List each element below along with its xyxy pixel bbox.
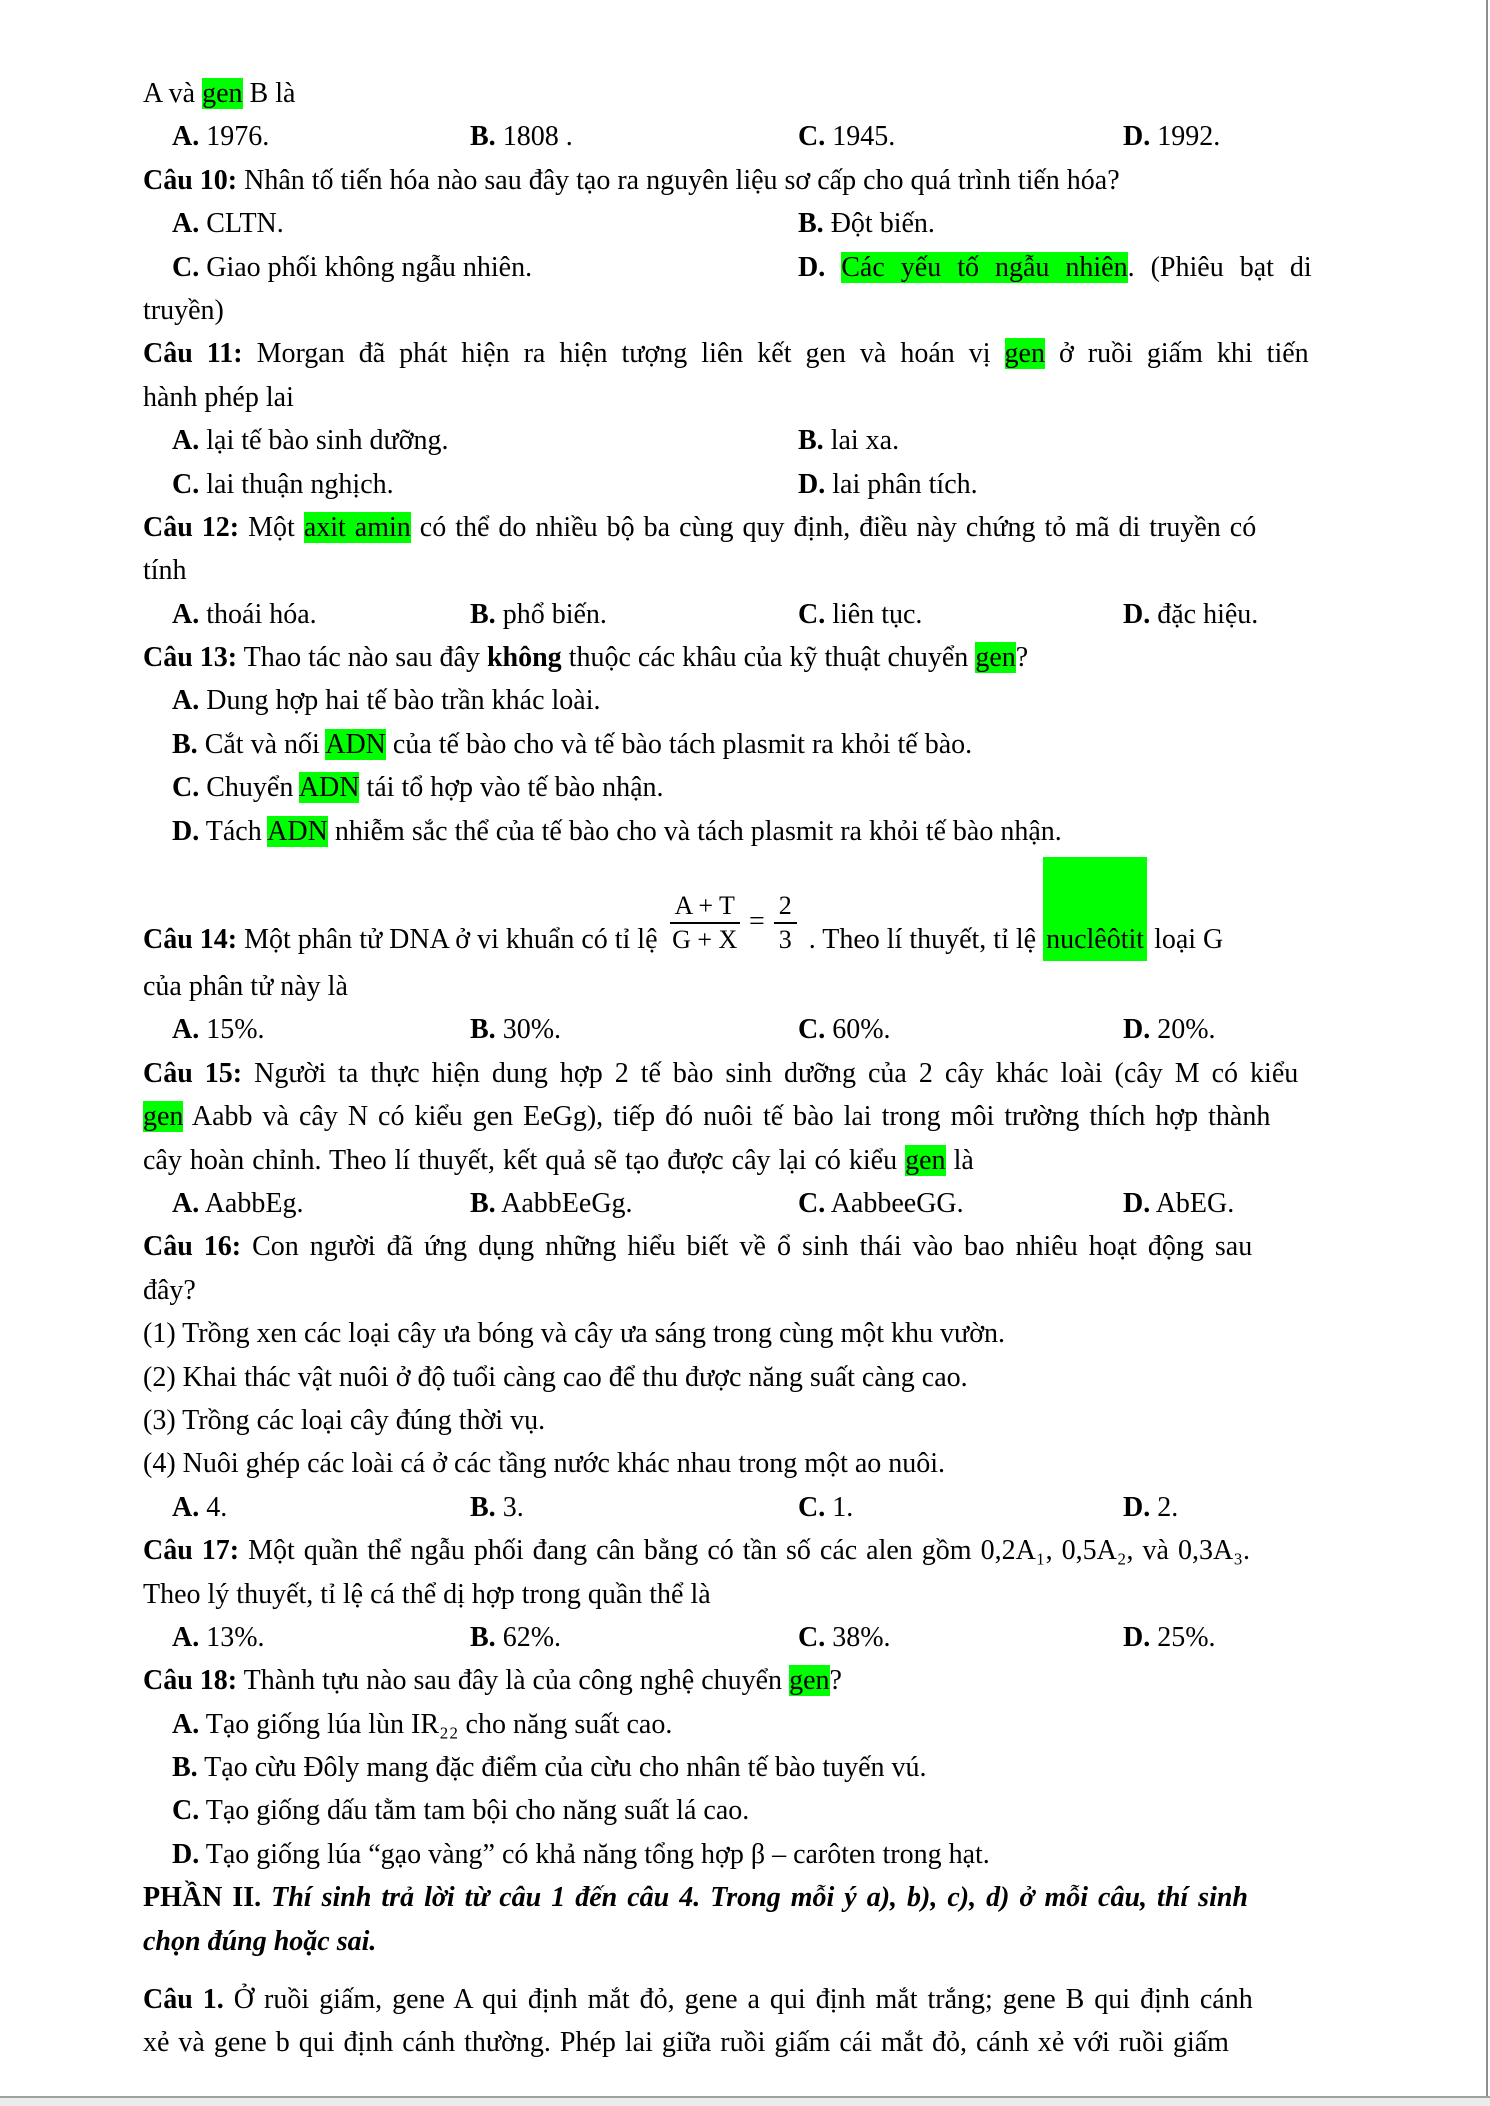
text-segment: lại tế bào sinh dưỡng. <box>199 425 449 457</box>
option-cell <box>798 202 935 245</box>
text-segment: Cắt và nối <box>197 728 326 760</box>
highlighted-text: axit amin <box>303 511 411 543</box>
text-line <box>0 1978 1490 2021</box>
text-line <box>0 1703 1490 1746</box>
bold-text: PHẦN II. <box>143 1882 272 1914</box>
text-segment: lai thuận nghịch. <box>199 468 394 500</box>
text-segment: Thành tựu nào sau đây là của công nghệ chuyển <box>237 1665 790 1697</box>
option-cell <box>798 1616 891 1659</box>
option-cell <box>470 593 607 636</box>
text-line <box>0 1052 1490 1095</box>
text-segment: CLTN. <box>199 208 284 240</box>
highlighted-text: nuclêôtit <box>1043 857 1147 961</box>
bold-text: C. <box>172 468 200 500</box>
text-segment: (2) Khai thác vật nuôi ở độ tuổi càng cao để thu được năng suất càng cao. <box>143 1361 968 1393</box>
fraction-numerator: 2 <box>774 891 797 924</box>
text-segment: Một <box>239 511 304 543</box>
text-segment: có thể do nhiều bộ ba cùng quy định, điều này chứng tỏ mã di truyền có <box>410 511 1257 543</box>
text-segment: 1. <box>825 1491 854 1523</box>
text-line <box>0 636 1490 679</box>
bold-text: C. <box>798 1491 826 1523</box>
bold-text: Câu 1. <box>143 1984 224 2016</box>
text-segment: Nhân tố tiến hóa nào sau đây tạo ra nguyên liệu sơ cấp cho quá trình tiến hóa? <box>237 164 1120 196</box>
bold-text: A. <box>172 425 200 457</box>
bold-text: B. <box>470 598 496 630</box>
bold-text: D. <box>1123 598 1151 630</box>
text-line <box>0 1876 1490 1919</box>
bold-text: B. <box>172 1752 198 1784</box>
bold-text: C. <box>798 1621 826 1653</box>
bold-text: D. <box>1123 1014 1151 1046</box>
bold-text: Câu 10: <box>143 164 238 196</box>
options-row <box>0 115 1490 158</box>
option-cell <box>172 202 284 245</box>
text-line <box>0 332 1490 375</box>
option-cell <box>1123 1486 1178 1529</box>
text-segment: Aabb và cây N có kiểu gen EeGg), tiếp đó nuôi tế bào lai trong môi trường thích hợp thành <box>183 1101 1271 1133</box>
bold-text: Câu 16: <box>143 1231 242 1263</box>
text-segment: đặc hiệu. <box>1150 598 1259 630</box>
text-segment: Một phân tử DNA ở vi khuẩn có tỉ lệ <box>237 924 665 956</box>
highlighted-text: gen <box>789 1665 830 1697</box>
page-bottom-edge-band <box>0 2098 1490 2106</box>
text-line <box>0 1920 1490 1963</box>
formula-content <box>143 857 1223 961</box>
text-segment: Tạo giống dấu tằm tam bội cho năng suất lá cao. <box>199 1795 750 1827</box>
text-line <box>0 766 1490 809</box>
text-segment: Dung hợp hai tế bào trần khác loài. <box>199 685 601 717</box>
text-segment: 1992. <box>1150 121 1221 153</box>
text-segment: Người ta thực hiện dung hợp 2 tế bào sinh dưỡng của 2 cây khác loài (cây M có kiểu <box>242 1057 1299 1089</box>
option-cell <box>470 1616 561 1659</box>
fraction <box>670 891 740 955</box>
option-cell <box>172 246 532 289</box>
text-segment: tái tổ hợp vào tế bào nhận. <box>359 772 664 804</box>
bold-text: A. <box>172 1621 200 1653</box>
bold-text: A. <box>172 1708 200 1740</box>
text-segment: của phân tử này là <box>143 971 348 1003</box>
text-segment: 4. <box>199 1491 228 1523</box>
text-line <box>0 1746 1490 1789</box>
bold-text: B. <box>798 208 824 240</box>
option-cell <box>798 419 899 462</box>
text-segment: 13%. <box>199 1621 265 1653</box>
text-segment: Tách <box>199 815 268 847</box>
option-cell <box>470 1182 633 1225</box>
text-line <box>0 1529 1490 1572</box>
bold-text: A. <box>172 1014 200 1046</box>
text-line <box>0 810 1490 853</box>
option-cell <box>1123 115 1220 158</box>
text-segment: loại G <box>1147 924 1224 956</box>
text-segment: 3. <box>495 1491 524 1523</box>
text-segment: thuộc các khâu của kỹ thuật chuyển <box>561 642 976 674</box>
text-segment: tính <box>143 555 187 587</box>
options-row <box>0 1008 1490 1051</box>
text-line <box>0 1833 1490 1876</box>
bold-text: C. <box>172 772 200 804</box>
text-segment: Chuyển <box>199 772 299 804</box>
text-segment: ở ruồi giấm khi tiến <box>1044 338 1309 370</box>
text-segment: xẻ và gene b qui định cánh thường. Phép lai giữa ruồi giấm cái mắt đỏ, cánh xẻ với ruồi giấm <box>143 2027 1229 2059</box>
option-cell <box>172 1486 227 1529</box>
highlighted-text: ADN <box>325 728 386 760</box>
text-line <box>0 1269 1490 1312</box>
text-line <box>0 1095 1490 1138</box>
text-segment: AabbEeGg. <box>495 1187 633 1219</box>
text-segment: hành phép lai <box>143 381 294 413</box>
bold-text: không <box>486 642 562 674</box>
bold-text: Câu 11: <box>143 338 243 370</box>
option-cell <box>798 246 1312 289</box>
option-cell <box>172 419 449 462</box>
text-line <box>0 72 1490 115</box>
option-cell <box>470 115 573 158</box>
text-segment: phổ biến. <box>495 598 607 630</box>
text-segment: AabbEg. <box>199 1187 304 1219</box>
text-segment: (4) Nuôi ghép các loài cá ở các tầng nước khác nhau trong một ao nuôi. <box>143 1448 946 1480</box>
text-line <box>0 1399 1490 1442</box>
text-segment: 1945. <box>825 121 896 153</box>
text-segment: Giao phối không ngẫu nhiên. <box>199 251 533 283</box>
text-segment: 60%. <box>825 1014 891 1046</box>
text-segment: 38%. <box>825 1621 891 1653</box>
bold-text: chọn đúng hoặc sai. <box>143 1925 377 1957</box>
text-segment: đây? <box>143 1274 196 1306</box>
bold-text: Câu 18: <box>143 1665 238 1697</box>
bold-text: D. <box>1123 1621 1151 1653</box>
text-segment: . Theo lí thuyết, tỉ lệ <box>801 924 1044 956</box>
text-segment: lai phân tích. <box>825 468 978 500</box>
text-line <box>0 1225 1490 1268</box>
bold-text: A. <box>172 598 200 630</box>
text-line <box>0 159 1490 202</box>
text-line <box>0 1442 1490 1485</box>
text-segment: . (Phiêu bạt di <box>1127 251 1312 283</box>
option-cell <box>1123 1616 1216 1659</box>
text-segment: 25%. <box>1150 1621 1216 1653</box>
fraction <box>774 891 797 955</box>
bold-text: B. <box>470 1491 496 1523</box>
text-segment: là <box>945 1144 974 1176</box>
options-row <box>0 419 1490 462</box>
text-segment: (1) Trồng xen các loại cây ưa bóng và cây ưa sáng trong cùng một khu vườn. <box>143 1318 1006 1350</box>
bold-text: Câu 14: <box>143 924 238 956</box>
text-segment: AbEG. <box>1150 1187 1235 1219</box>
text-line <box>0 965 1490 1008</box>
text-segment: Tạo giống lúa “gạo vàng” có khả năng tổng hợp β – carôten trong hạt. <box>199 1838 990 1870</box>
highlighted-text: ADN <box>298 772 360 804</box>
bold-text: Câu 17: <box>143 1535 240 1567</box>
text-segment: B là <box>242 78 296 109</box>
option-cell <box>172 593 317 636</box>
text-segment: liên tục. <box>825 598 923 630</box>
option-cell <box>172 1182 303 1225</box>
text-segment: Tạo cừu Đôly mang đặc điểm của cừu cho nhân tế bào tuyến vú. <box>197 1752 927 1784</box>
text-segment: 15%. <box>199 1014 265 1046</box>
bold-text: C. <box>172 251 200 283</box>
text-segment: truyền) <box>143 294 224 326</box>
option-cell <box>172 1616 265 1659</box>
document-body <box>0 72 1490 2065</box>
option-cell <box>1123 1008 1216 1051</box>
option-cell <box>1123 1182 1234 1225</box>
option-cell <box>470 1008 561 1051</box>
text-segment: Một quần thể ngẫu phối đang cân bằng có tần số các alen gồm 0,2A₁, 0,5A₂, và 0,3A₃. <box>239 1535 1250 1567</box>
text-line <box>0 1789 1490 1832</box>
text-line <box>0 549 1490 592</box>
options-row <box>0 593 1490 636</box>
option-cell <box>172 115 269 158</box>
text-segment: 1976. <box>199 121 270 153</box>
bold-text: C. <box>798 121 826 153</box>
bold-text: D. <box>172 1838 200 1870</box>
highlighted-text: gen <box>975 642 1016 674</box>
bold-text: Câu 13: <box>143 642 238 674</box>
text-segment: 2. <box>1150 1491 1179 1523</box>
option-cell <box>1123 593 1258 636</box>
text-segment: Theo lý thuyết, tỉ lệ cá thể dị hợp trong quần thể là <box>143 1578 711 1610</box>
options-row <box>0 463 1490 506</box>
text-line <box>0 1312 1490 1355</box>
bold-text: A. <box>172 121 200 153</box>
bold-text: D. <box>172 815 200 847</box>
fraction-numerator: A + T <box>670 891 740 924</box>
bold-text: D. <box>1123 1187 1151 1219</box>
fraction-denominator: 3 <box>778 925 792 955</box>
text-line <box>0 376 1490 419</box>
text-segment: 1808 . <box>495 121 573 153</box>
text-segment: Morgan đã phát hiện ra hiện tượng liên kết gen và hoán vị <box>242 338 1005 370</box>
bold-text: D. <box>798 468 826 500</box>
option-cell <box>798 1486 853 1529</box>
text-segment: AabbeeGG. <box>825 1187 964 1219</box>
text-line <box>0 1573 1490 1616</box>
page-right-edge <box>1486 0 1488 2106</box>
option-cell <box>798 115 895 158</box>
text-line <box>0 1139 1490 1182</box>
text-segment: Đột biến. <box>823 208 935 240</box>
option-cell <box>470 1486 524 1529</box>
options-row <box>0 1486 1490 1529</box>
text-segment: 62%. <box>495 1621 562 1653</box>
text-line <box>0 1659 1490 1702</box>
option-cell <box>798 1008 891 1051</box>
text-segment: Con người đã ứng dụng những hiểu biết về ổ sinh thái vào bao nhiêu hoạt động sau <box>241 1231 1253 1263</box>
bold-text: B. <box>172 728 198 760</box>
text-line <box>0 679 1490 722</box>
text-segment: = <box>748 906 765 938</box>
options-row <box>0 1182 1490 1225</box>
option-cell <box>798 463 978 506</box>
text-segment: 20%. <box>1150 1014 1216 1046</box>
highlighted-text: gen <box>1004 338 1045 370</box>
option-cell <box>172 1008 265 1051</box>
text-segment: của tế bào cho và tế bào tách plasmit ra khỏi tế bào. <box>385 728 973 760</box>
text-segment: nhiễm sắc thể của tế bào cho và tách plasmit ra khỏi tế bào nhận. <box>327 815 1062 847</box>
highlighted-text: gen <box>202 78 243 109</box>
text-segment: lai xa. <box>823 425 900 457</box>
text-line <box>0 506 1490 549</box>
fraction-denominator: G + X <box>672 925 738 955</box>
text-segment: 30%. <box>495 1014 562 1046</box>
bold-text: Câu 12: <box>143 511 240 543</box>
bold-text: A. <box>172 685 200 717</box>
options-row <box>0 1616 1490 1659</box>
bold-text: D. <box>1123 121 1151 153</box>
bold-text: Câu 15: <box>143 1057 243 1089</box>
bold-text: A. <box>172 208 200 240</box>
text-segment: ? <box>829 1665 842 1697</box>
text-line <box>0 2021 1490 2064</box>
options-row <box>0 202 1490 245</box>
bold-text: B. <box>470 1014 496 1046</box>
text-segment: ? <box>1015 642 1029 674</box>
option-cell <box>798 1182 964 1225</box>
bold-text: B. <box>470 1187 496 1219</box>
bold-text: D. <box>798 251 842 283</box>
text-line <box>0 1356 1490 1399</box>
option-cell <box>172 463 394 506</box>
bold-text: C. <box>798 1014 826 1046</box>
highlighted-text: gen <box>143 1101 184 1133</box>
highlighted-text: gen <box>905 1144 946 1176</box>
text-segment: cây hoàn chỉnh. Theo lí thuyết, kết quả sẽ tạo được cây lại có kiểu <box>143 1144 906 1176</box>
bold-text: B. <box>798 425 824 457</box>
text-segment: Thao tác nào sau đây <box>237 642 487 674</box>
text-line <box>0 289 1490 332</box>
text-segment: Tạo giống lúa lùn IR₂₂ cho năng suất cao. <box>199 1708 673 1740</box>
bold-text: A. <box>172 1491 200 1523</box>
bold-text: D. <box>1123 1491 1151 1523</box>
bold-text: B. <box>470 121 496 153</box>
options-row <box>0 246 1490 289</box>
text-segment: thoái hóa. <box>199 598 317 630</box>
text-segment: Ở ruồi giấm, gene A qui định mắt đỏ, gene a qui định mắt trắng; gene B qui định cánh <box>223 1984 1253 2016</box>
bold-text: C. <box>798 598 826 630</box>
highlighted-text: Các yếu tố ngẫu nhiên <box>841 251 1128 283</box>
text-line <box>0 723 1490 766</box>
bold-text: Thí sinh trả lời từ câu 1 đến câu 4. Trong mỗi ý a), b), c), d) ở mỗi câu, thí sinh <box>271 1882 1248 1914</box>
text-segment: (3) Trồng các loại cây đúng thời vụ. <box>143 1404 546 1436</box>
bold-text: A. <box>172 1187 200 1219</box>
text-segment: A và <box>143 78 203 109</box>
formula-line <box>0 853 1490 965</box>
highlighted-text: ADN <box>267 815 328 847</box>
bold-text: B. <box>470 1621 496 1653</box>
option-cell <box>798 593 922 636</box>
bold-text: C. <box>172 1795 200 1827</box>
bold-text: C. <box>798 1187 826 1219</box>
